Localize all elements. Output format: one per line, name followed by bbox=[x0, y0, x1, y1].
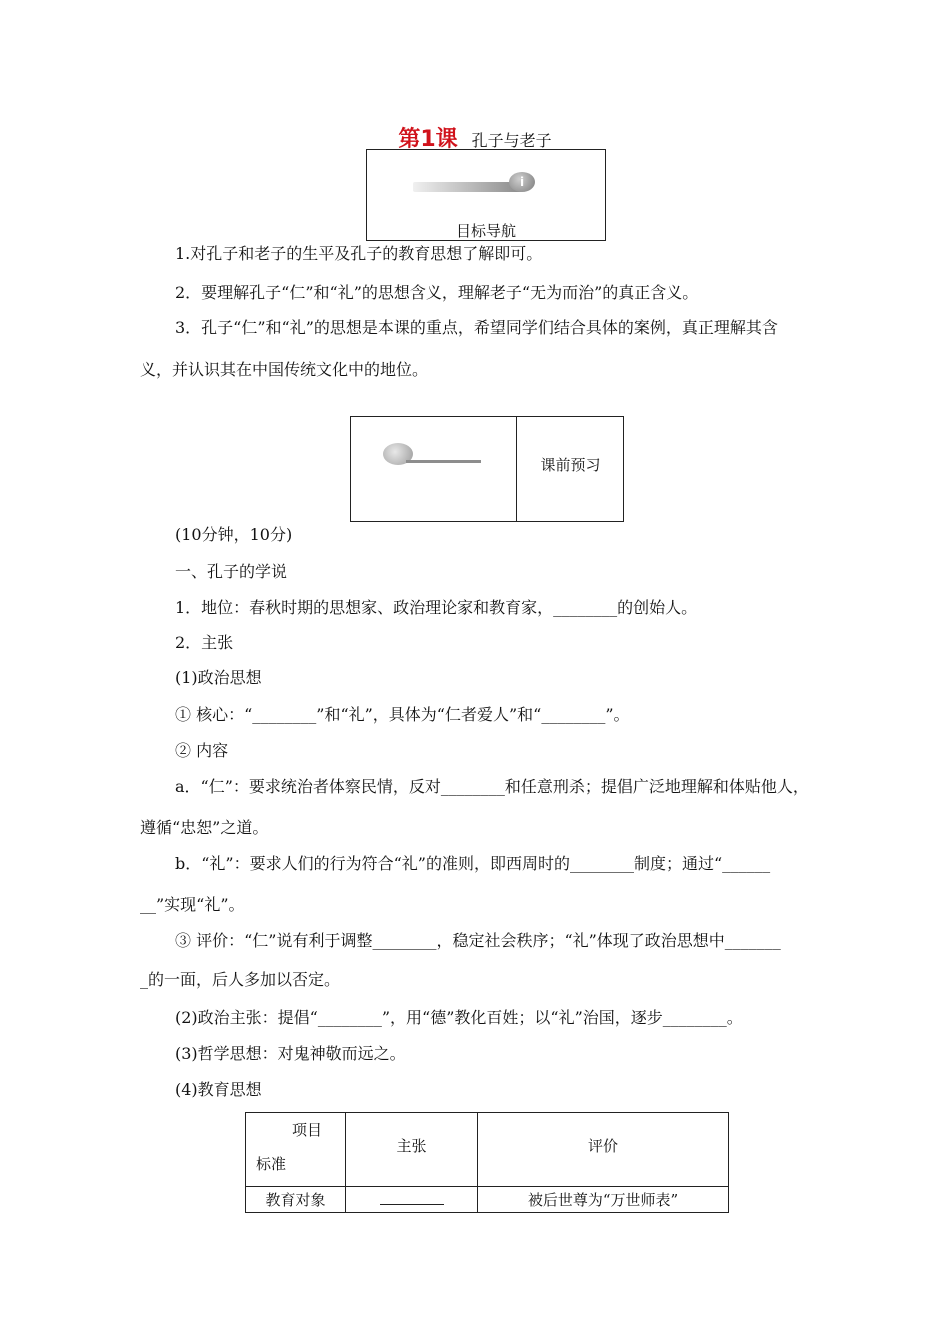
body-line-5: ② 内容 bbox=[175, 741, 229, 760]
goal-line-3: 3．孔子“仁”和“礼”的思想是本课的重点，希望同学们结合具体的案例，真正理解其含 bbox=[175, 318, 778, 337]
table-row bbox=[246, 1187, 729, 1213]
goal-banner bbox=[366, 149, 606, 241]
body-line-2: 2．主张 bbox=[175, 633, 234, 652]
preview-banner-label: 课前预习 bbox=[540, 456, 601, 474]
row-claim-cell bbox=[346, 1187, 478, 1213]
goal-line-4: 义，并认识其在中国传统文化中的地位。 bbox=[140, 360, 429, 379]
goal-line-2: 2．要理解孔子“仁”和“礼”的思想含义，理解老子“无为而治”的真正含义。 bbox=[175, 283, 699, 302]
row-evaluation: 被后世尊为“万世师表” bbox=[478, 1187, 729, 1213]
body-line-8: b．“礼”：要求人们的行为符合“礼”的准则，即西周时的________制度；通过“______ bbox=[175, 854, 771, 873]
lesson-number: 第1课 bbox=[398, 127, 458, 152]
body-line-9: __”实现“礼”。 bbox=[140, 895, 245, 914]
education-table bbox=[245, 1112, 729, 1213]
fill-blank[interactable] bbox=[380, 1190, 444, 1205]
body-line-4: ① 核心：“________”和“礼”，具体为“仁者爱人”和“________”。 bbox=[175, 705, 630, 724]
info-icon: i bbox=[509, 172, 535, 192]
corner-bottom-label: 标准 bbox=[256, 1155, 287, 1173]
body-line-3: (1)政治思想 bbox=[175, 668, 262, 687]
table-header-evaluation: 评价 bbox=[478, 1113, 729, 1187]
preview-banner-line bbox=[406, 460, 481, 463]
table-header-row bbox=[246, 1113, 729, 1187]
body-line-11: _的一面，后人多加以否定。 bbox=[140, 970, 341, 989]
goal-banner-bar bbox=[413, 182, 523, 192]
goal-line-1: 1.对孔子和老子的生平及孔子的教育思想了解即可。 bbox=[175, 244, 543, 263]
body-line-14: (4)教育思想 bbox=[175, 1080, 262, 1099]
body-line-13: (3)哲学思想：对鬼神敬而远之。 bbox=[175, 1044, 406, 1063]
table-corner-cell bbox=[246, 1113, 346, 1187]
time-note: (10分钟，10分) bbox=[175, 525, 293, 544]
body-line-12: (2)政治主张：提倡“________”，用“德”教化百姓；以“礼”治国，逐步________。 bbox=[175, 1008, 743, 1027]
row-label: 教育对象 bbox=[246, 1187, 346, 1213]
body-line-6: a．“仁”：要求统治者体察民情，反对________和任意刑杀；提倡广泛地理解和体贴他人， bbox=[175, 777, 809, 796]
corner-top-label: 项目 bbox=[292, 1121, 323, 1139]
lesson-subtitle: 孔子与老子 bbox=[471, 131, 552, 150]
preview-banner bbox=[350, 416, 624, 522]
body-line-1: 1．地位：春秋时期的思想家、政治理论家和教育家，________的创始人。 bbox=[175, 598, 698, 617]
section-heading: 一、孔子的学说 bbox=[175, 562, 288, 581]
table-header-claim: 主张 bbox=[346, 1113, 478, 1187]
goal-banner-label: 目标导航 bbox=[455, 222, 516, 240]
body-line-7: 遵循“忠恕”之道。 bbox=[140, 818, 269, 837]
body-line-10: ③ 评价：“仁”说有利于调整________，稳定社会秩序；“礼”体现了政治思想中_______ bbox=[175, 931, 781, 950]
